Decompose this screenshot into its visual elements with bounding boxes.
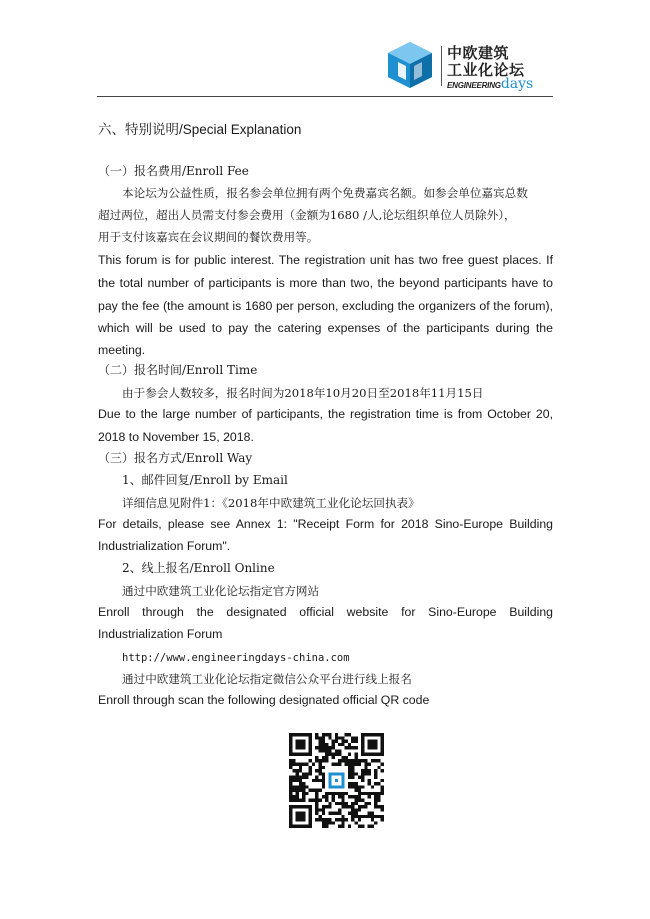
qr-center-logo-icon (328, 772, 344, 788)
qr-code-icon[interactable] (289, 733, 384, 828)
logo-divider (441, 46, 442, 86)
email-en-line: For details, please see Annex 1: "Receipt Form for 2018 Sino-Europe Building (98, 517, 553, 531)
time-heading: （二）报名时间/Enroll Time (98, 363, 258, 377)
fee-heading: （一）报名费用/Enroll Fee (98, 164, 249, 178)
email-en-line: Industrialization Forum". (98, 539, 231, 553)
time-en-line: 2018 to November 15, 2018. (98, 430, 254, 444)
fee-en-line: which will be used to pay the catering expenses of the participants during the (98, 321, 553, 335)
fee-en-line: pay the fee (the amount is 1680 per person, excluding the organizers of the forum), (98, 299, 553, 313)
fee-cn-line: 超过两位，超出人员需支付参会费用（金额为1680 /人,论坛组织单位人员除外）， (98, 208, 516, 222)
fee-cn-line: 本论坛为公益性质，报名参会单位拥有两个免费嘉宾名额。如参会单位嘉宾总数 (122, 186, 528, 200)
way-heading: （三）报名方式/Enroll Way (98, 451, 253, 465)
section-title: 六、特别说明/Special Explanation (98, 122, 302, 137)
fee-en-line: meeting. (98, 343, 146, 357)
logo-cn-line2: 工业化论坛 (447, 61, 525, 79)
header-rule (97, 96, 553, 97)
time-cn-line: 由于参会人数较多，报名时间为2018年10月20日至2018年11月15日 (122, 386, 484, 400)
email-heading: 1、邮件回复/Enroll by Email (122, 473, 288, 487)
website-link[interactable]: http://www.engineeringdays-china.com (122, 652, 350, 664)
online-cn-line: 通过中欧建筑工业化论坛指定官方网站 (122, 584, 320, 598)
logo-en (447, 77, 533, 93)
wechat-en-line: Enroll through scan the following designated official QR code (98, 693, 430, 707)
logo-en-days: days (500, 76, 534, 92)
email-cn-line: 详细信息见附件1：《2018年中欧建筑工业化论坛回执表》 (122, 496, 420, 510)
wechat-cn-line: 通过中欧建筑工业化论坛指定微信公众平台进行线上报名 (122, 672, 412, 686)
fee-en-line: This forum is for public interest. The registration unit has two free guest places. If (98, 253, 553, 267)
fee-en-line: the total number of participants is more than two, the beyond participants have to (98, 276, 553, 290)
online-en-line: Enroll through the designated official website for Sino-Europe Building (98, 605, 553, 619)
online-heading: 2、线上报名/Enroll Online (122, 561, 275, 575)
logo-cn-line1: 中欧建筑 (447, 44, 510, 62)
logo-en-engineering: ENGINEERING (447, 81, 501, 90)
forum-logo (384, 40, 554, 90)
time-en-line: Due to the large number of participants, the registration time is from October 20, (98, 407, 553, 421)
online-en-line: Industrialization Forum (98, 627, 223, 641)
cube-logo-icon (384, 40, 436, 90)
fee-cn-line: 用于支付该嘉宾在会议期间的餐饮费用等。 (98, 230, 319, 244)
